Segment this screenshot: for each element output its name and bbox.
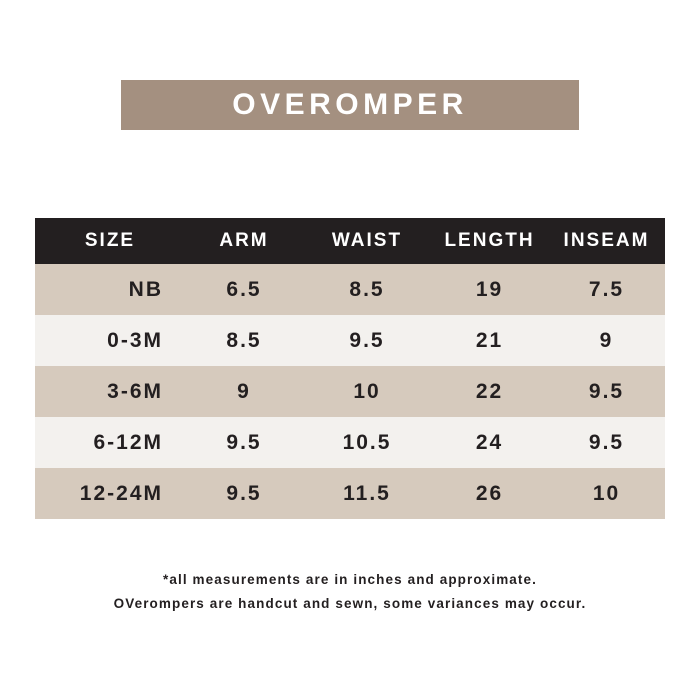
cell-size: 3-6M bbox=[35, 366, 185, 417]
cell-size: 6-12M bbox=[35, 417, 185, 468]
cell-arm: 8.5 bbox=[185, 315, 303, 366]
table-header-row bbox=[35, 218, 665, 264]
table-row bbox=[35, 315, 665, 366]
cell-length: 21 bbox=[431, 315, 548, 366]
title-banner bbox=[121, 80, 579, 130]
cell-waist: 8.5 bbox=[303, 264, 431, 315]
cell-waist: 9.5 bbox=[303, 315, 431, 366]
cell-arm: 9.5 bbox=[185, 468, 303, 519]
column-header-waist: WAIST bbox=[303, 218, 431, 264]
footnote-line-2: OVerompers are handcut and sewn, some variances may occur. bbox=[113, 595, 587, 611]
column-header-arm: ARM bbox=[185, 218, 303, 264]
cell-inseam: 9 bbox=[548, 315, 665, 366]
cell-inseam: 7.5 bbox=[548, 264, 665, 315]
cell-length: 22 bbox=[431, 366, 548, 417]
table-row bbox=[35, 264, 665, 315]
size-chart-table bbox=[35, 218, 665, 519]
cell-size: 12-24M bbox=[35, 468, 185, 519]
cell-arm: 9 bbox=[185, 366, 303, 417]
cell-waist: 11.5 bbox=[303, 468, 431, 519]
cell-waist: 10.5 bbox=[303, 417, 431, 468]
cell-length: 19 bbox=[431, 264, 548, 315]
column-header-inseam: INSEAM bbox=[548, 218, 665, 264]
cell-size: 0-3M bbox=[35, 315, 185, 366]
table-row bbox=[35, 417, 665, 468]
cell-length: 26 bbox=[431, 468, 548, 519]
table-header bbox=[35, 218, 665, 264]
table-row bbox=[35, 366, 665, 417]
cell-inseam: 10 bbox=[548, 468, 665, 519]
cell-size: NB bbox=[35, 264, 185, 315]
cell-arm: 6.5 bbox=[185, 264, 303, 315]
footnote bbox=[0, 568, 700, 615]
table-row bbox=[35, 468, 665, 519]
cell-waist: 10 bbox=[303, 366, 431, 417]
cell-inseam: 9.5 bbox=[548, 366, 665, 417]
cell-inseam: 9.5 bbox=[548, 417, 665, 468]
column-header-size: SIZE bbox=[35, 218, 185, 264]
column-header-length: LENGTH bbox=[431, 218, 548, 264]
cell-length: 24 bbox=[431, 417, 548, 468]
page-title: OVEROMPER bbox=[232, 88, 468, 121]
table-body bbox=[35, 264, 665, 519]
footnote-line-1: *all measurements are in inches and approximate. bbox=[163, 572, 537, 587]
cell-arm: 9.5 bbox=[185, 417, 303, 468]
